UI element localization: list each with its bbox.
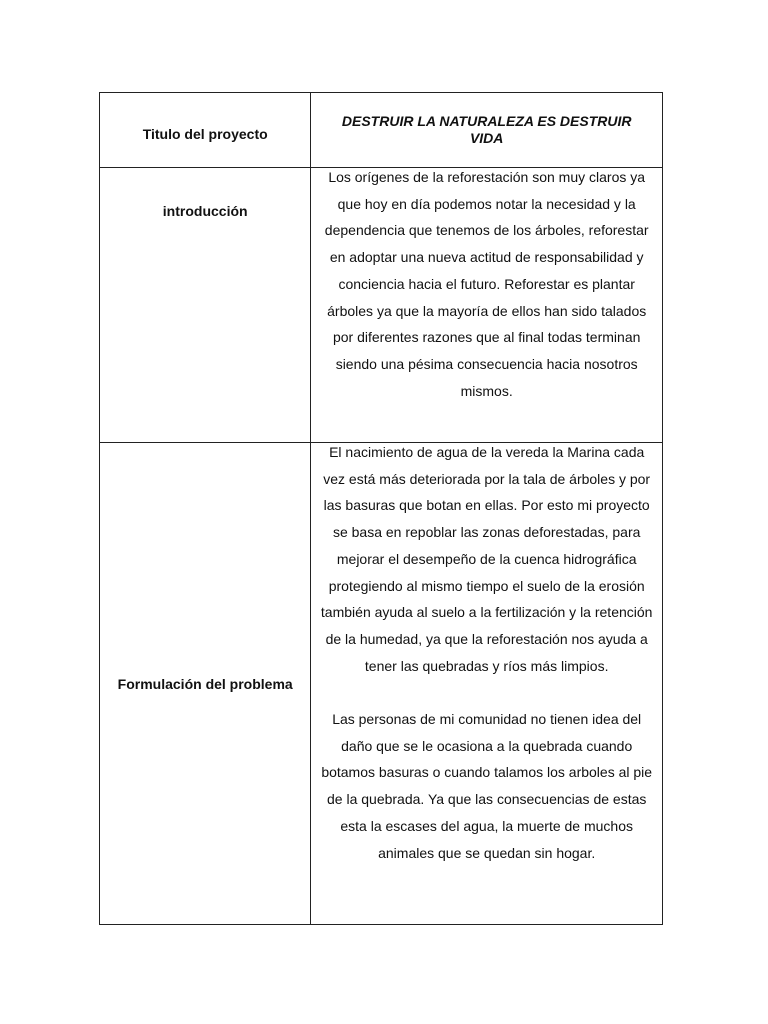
problem-paragraph-2: Las personas de mi comunidad no tienen idea del daño que se le ocasiona a la quebrada cuando botamos basuras o cuando talamos los arboles al pie de la quebrada. Ya que las consecuencias de estas esta la escases del agua, la muerte de muchos animales que se quedan sin hogar. [321, 711, 653, 861]
introduction-text: Los orígenes de la reforestación son muy claros ya que hoy en día podemos notar la necesidad y la dependencia que tenemos de los árboles, reforestar en adoptar una nueva actitud de responsabilidad y conciencia hacia el futuro. Reforestar es plantar árboles ya que la mayoría de ellos han sido talados por diferentes razones que al final todas terminan siendo una pésima consecuencia hacia nosotros mismos. [324, 169, 649, 399]
problem-cell [311, 443, 663, 925]
introduction-cell [311, 168, 663, 443]
project-title-value: DESTRUIR LA NATURALEZA ES DESTRUIR VIDA [311, 93, 663, 168]
table-row-introduction [100, 168, 663, 443]
paragraph-spacer [311, 679, 662, 706]
introduction-label: introducción [100, 168, 311, 443]
table-row-problem [100, 443, 663, 925]
project-title-label: Titulo del proyecto [100, 93, 311, 168]
project-table [99, 92, 663, 925]
table-row-title [100, 93, 663, 168]
problem-paragraph-1: El nacimiento de agua de la vereda la Marina cada vez está más deteriorada por la tala de árboles y por las basuras que botan en ellas. Por esto mi proyecto se basa en repoblar las zonas deforestadas, para mejorar el desempeño de la cuenca hidrográfica protegiendo al mismo tiempo el suelo de la erosión también ayuda al suelo a la fertilización y la retención de la humedad, ya que la reforestación nos ayuda a tener las quebradas y ríos más limpios. [320, 444, 653, 674]
problem-label: Formulación del problema [100, 443, 311, 925]
